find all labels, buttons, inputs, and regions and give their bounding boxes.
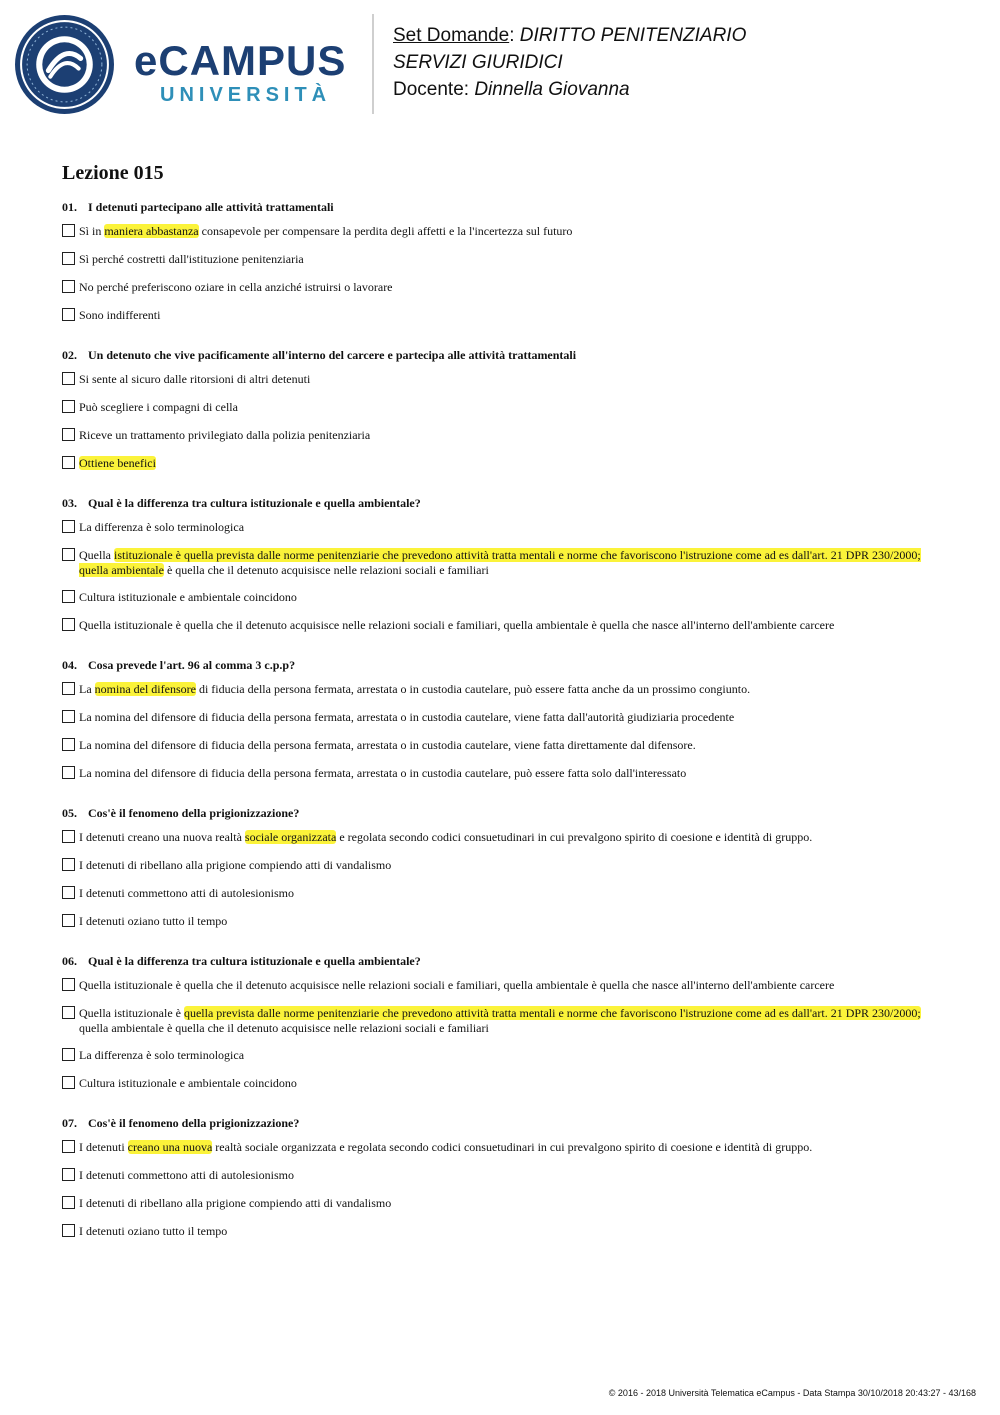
answer-option[interactable]: [62, 1196, 942, 1212]
answer-checkbox[interactable]: [62, 428, 75, 441]
question-block: [62, 347, 942, 472]
answer-checkbox[interactable]: [62, 710, 75, 723]
answer-text: Si sente al sicuro dalle ritorsioni di altri detenuti: [79, 372, 311, 386]
docente-label: Docente:: [393, 79, 470, 100]
answer-option[interactable]: [62, 1224, 942, 1240]
logo-university-text: UNIVERSITÀ: [160, 84, 332, 106]
answer-checkbox[interactable]: [62, 1006, 75, 1019]
answer-option[interactable]: [62, 1006, 942, 1036]
question-title: [62, 495, 942, 511]
question-title: [62, 805, 942, 821]
answer-checkbox[interactable]: [62, 1076, 75, 1089]
question-text: Cos'è il fenomeno della prigionizzazione?: [88, 806, 300, 820]
answer-option[interactable]: [62, 456, 942, 472]
answer-option[interactable]: [62, 858, 942, 874]
question-number: 01.: [62, 200, 77, 214]
set-subtitle: SERVIZI GIURIDICI: [393, 52, 563, 73]
ecampus-wordmark: [134, 37, 347, 108]
answer-checkbox[interactable]: [62, 224, 75, 237]
question-number: 02.: [62, 348, 77, 362]
answer-checkbox[interactable]: [62, 308, 75, 321]
question-number: 07.: [62, 1116, 77, 1130]
answer-checkbox[interactable]: [62, 520, 75, 533]
answer-option[interactable]: [62, 1076, 942, 1092]
answer-checkbox[interactable]: [62, 1048, 75, 1061]
question-block: [62, 805, 942, 930]
answer-checkbox[interactable]: [62, 400, 75, 413]
answer-option[interactable]: [62, 372, 942, 388]
answer-checkbox[interactable]: [62, 618, 75, 631]
answer-checkbox[interactable]: [62, 590, 75, 603]
answer-checkbox[interactable]: [62, 858, 75, 871]
answer-text: La: [79, 682, 95, 696]
answer-text: La nomina del difensore di fiducia della persona fermata, arrestata o in custodia cautelare, può essere fatta solo dall'interessato: [79, 766, 687, 780]
answer-option[interactable]: [62, 738, 942, 754]
answer-text: Quella: [79, 548, 114, 562]
answer-option[interactable]: [62, 1140, 942, 1156]
answer-text: I detenuti creano una nuova realtà: [79, 830, 245, 844]
question-number: 03.: [62, 496, 77, 510]
answer-checkbox[interactable]: [62, 372, 75, 385]
question-number: 05.: [62, 806, 77, 820]
answer-option[interactable]: [62, 224, 942, 240]
answer-text: I detenuti commettono atti di autolesionismo: [79, 1168, 294, 1182]
docente-line: [393, 76, 746, 103]
answer-text: La nomina del difensore di fiducia della persona fermata, arrestata o in custodia cautelare, viene fatta dall'autorità giudiziaria procedente: [79, 710, 735, 724]
question-text: Cos'è il fenomeno della prigionizzazione?: [88, 1116, 300, 1130]
answer-checkbox[interactable]: [62, 1196, 75, 1209]
answer-option[interactable]: [62, 766, 942, 782]
answer-option[interactable]: [62, 548, 942, 578]
answer-option[interactable]: [62, 886, 942, 902]
question-block: [62, 495, 942, 634]
answer-text: No perché preferiscono oziare in cella anziché istruirsi o lavorare: [79, 280, 393, 294]
answer-text: Quella istituzionale è quella che il detenuto acquisisce nelle relazioni sociali e familiari, quella ambientale è quella che nasce all'interno dell'ambiente carcere: [79, 618, 835, 632]
answer-option[interactable]: [62, 914, 942, 930]
answer-text: I detenuti di ribellano alla prigione compiendo atti di vandalismo: [79, 858, 392, 872]
question-number: 04.: [62, 658, 77, 672]
question-text: Qual è la differenza tra cultura istituzionale e quella ambientale?: [88, 954, 421, 968]
answer-option[interactable]: [62, 618, 942, 634]
answer-highlight: nomina del difensore: [94, 682, 196, 696]
answer-option[interactable]: [62, 428, 942, 444]
answer-checkbox[interactable]: [62, 914, 75, 927]
question-number: 06.: [62, 954, 77, 968]
answer-checkbox[interactable]: [62, 1224, 75, 1237]
answer-text: La nomina del difensore di fiducia della persona fermata, arrestata o in custodia cautelare, viene fatta direttamente dal difensore.: [79, 738, 696, 752]
page-header: [0, 0, 1000, 130]
answer-text-rest: consapevole per compensare la perdita degli affetti e la l'incertezza sul futuro: [198, 224, 573, 238]
question-text: Cosa prevede l'art. 96 al comma 3 c.p.p?: [88, 658, 296, 672]
answer-option[interactable]: [62, 400, 942, 416]
answer-text: I detenuti oziano tutto il tempo: [79, 914, 228, 928]
answer-checkbox[interactable]: [62, 738, 75, 751]
question-title: [62, 1115, 942, 1131]
answer-text: Sì perché costretti dall'istituzione penitenziaria: [79, 252, 304, 266]
answer-checkbox[interactable]: [62, 456, 75, 469]
answer-option[interactable]: [62, 520, 942, 536]
answer-checkbox[interactable]: [62, 978, 75, 991]
answer-highlight: creano una nuova: [127, 1140, 213, 1154]
question-title: [62, 199, 942, 215]
answer-text: Quella istituzionale è quella che il detenuto acquisisce nelle relazioni sociali e familiari, quella ambientale è quella che nasce all'interno dell'ambiente carcere: [79, 978, 835, 992]
logo-brand-text: eCAMPUS: [134, 37, 347, 84]
set-title: DIRITTO PENITENZIARIO: [519, 25, 747, 46]
question-block: [62, 657, 942, 782]
answer-option[interactable]: [62, 252, 942, 268]
answer-text: Sì in: [79, 224, 105, 238]
questions-content: [62, 160, 942, 1263]
answer-text-rest: quella ambientale è quella che il detenuto acquisisce nelle relazioni sociali e familiari: [79, 1021, 489, 1035]
answer-checkbox[interactable]: [62, 252, 75, 265]
question-block: [62, 953, 942, 1092]
answer-checkbox[interactable]: [62, 280, 75, 293]
answer-text-rest: è quella che il detenuto acquisisce nelle relazioni sociali e familiari: [163, 563, 489, 577]
set-subtitle-line: [393, 49, 746, 76]
answer-text: Cultura istituzionale e ambientale coincidono: [79, 590, 297, 604]
answer-option[interactable]: [62, 280, 942, 296]
header-info: [393, 22, 746, 103]
set-label: Set Domande: [393, 25, 510, 46]
answer-highlight: maniera abbastanza: [104, 224, 199, 238]
lesson-title: Lezione 015: [62, 162, 164, 184]
answer-text: La differenza è solo terminologica: [79, 520, 245, 534]
answer-text-rest: e regolata secondo codici consuetudinari in cui prevalgono spirito di coesione e identità di gruppo.: [336, 830, 813, 844]
set-line: Set Domande: DIRITTO PENITENZIARIO: [393, 25, 747, 46]
answer-option[interactable]: [62, 682, 942, 698]
page-footer: © 2016 - 2018 Università Telematica eCampus - Data Stampa 30/10/2018 20:43:27 - 43/168: [608, 1388, 976, 1398]
answer-option[interactable]: [62, 590, 942, 606]
answer-option[interactable]: [62, 1048, 942, 1064]
answer-text: Cultura istituzionale e ambientale coincidono: [79, 1076, 297, 1090]
answer-text: Sono indifferenti: [79, 308, 161, 322]
docente-name: Dinnella Giovanna: [474, 79, 630, 100]
answer-text: I detenuti oziano tutto il tempo: [79, 1224, 228, 1238]
question-text: Qual è la differenza tra cultura istituzionale e quella ambientale?: [88, 496, 421, 510]
question-title: [62, 347, 942, 363]
answer-option[interactable]: [62, 308, 942, 324]
answer-checkbox[interactable]: [62, 766, 75, 779]
question-text: I detenuti partecipano alle attività trattamentali: [88, 200, 334, 214]
question-text: Un detenuto che vive pacificamente all'interno del carcere e partecipa alle attività trattamentali: [88, 348, 577, 362]
answer-option[interactable]: [62, 830, 942, 846]
answer-text: I detenuti di ribellano alla prigione compiendo atti di vandalismo: [79, 1196, 392, 1210]
answer-text: Può scegliere i compagni di cella: [79, 400, 238, 414]
answer-text: Quella istituzionale è: [79, 1006, 184, 1020]
question-title: [62, 657, 942, 673]
answer-option[interactable]: [62, 978, 942, 994]
answer-text: I detenuti commettono atti di autolesionismo: [79, 886, 294, 900]
question-block: [62, 1115, 942, 1240]
answer-option[interactable]: [62, 1168, 942, 1184]
answer-text-rest: realtà sociale organizzata e regolata secondo codici consuetudinari in cui prevalgono spirito di coesione e identità di gruppo.: [212, 1140, 813, 1154]
question-block: [62, 199, 942, 324]
answer-text: I detenuti: [79, 1140, 128, 1154]
question-title: [62, 953, 942, 969]
answer-text: Riceve un trattamento privilegiato dalla polizia penitenziaria: [79, 428, 371, 442]
answer-highlight: istituzionale è quella prevista dalle norme penitenziarie che prevedono attività tratta mentali e norme che favoriscono l'istruzione come ad es dall'art. 21 DPR 230/2000; quella ambientale: [79, 548, 921, 577]
header-divider: [372, 14, 374, 114]
ecampus-seal-logo-icon: [14, 14, 115, 115]
answer-checkbox[interactable]: [62, 548, 75, 561]
question-list: [62, 199, 942, 1240]
answer-highlight: Ottiene benefici: [79, 456, 156, 470]
answer-checkbox[interactable]: [62, 1140, 75, 1153]
answer-text: La differenza è solo terminologica: [79, 1048, 245, 1062]
answer-text-rest: di fiducia della persona fermata, arrestata o in custodia cautelare, può essere fatta anche da un prossimo congiunto.: [195, 682, 751, 696]
answer-option[interactable]: [62, 710, 942, 726]
answer-highlight: quella prevista dalle norme penitenziarie che prevedono attività tratta mentali e norme che favoriscono l'istruzione come ad es dall'art. 21 DPR 230/2000;: [183, 1006, 921, 1020]
answer-checkbox[interactable]: [62, 886, 75, 899]
answer-checkbox[interactable]: [62, 1168, 75, 1181]
answer-checkbox[interactable]: [62, 830, 75, 843]
answer-checkbox[interactable]: [62, 682, 75, 695]
answer-highlight: sociale organizzata: [244, 830, 337, 844]
